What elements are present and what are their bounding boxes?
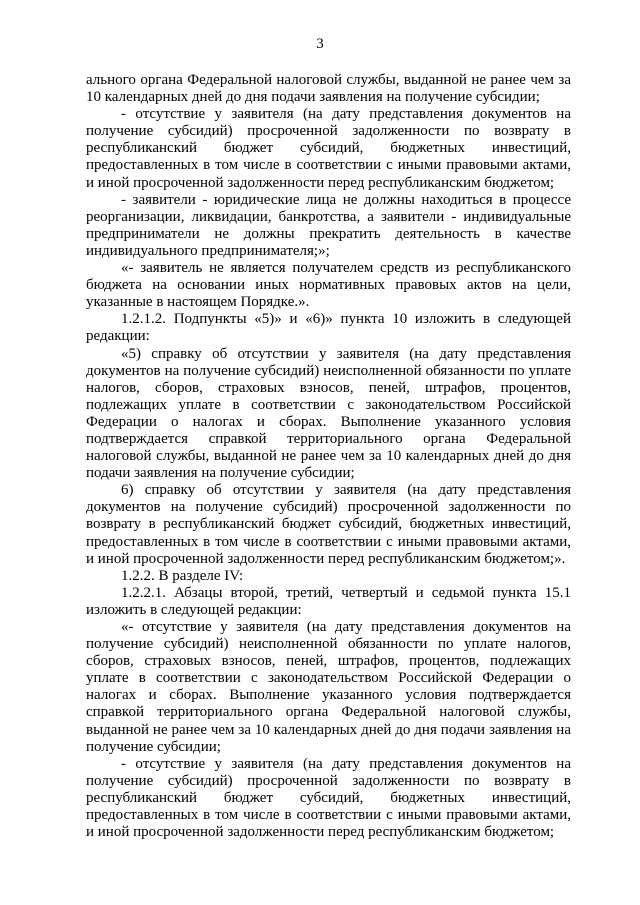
paragraph-8: 1.2.2. В разделе IV:	[121, 567, 244, 584]
paragraph-6: «5) справку об отсутствии у заявителя (на дату представления документов на получение субсидий) неисполненной обязанности по уплате налогов, сборов, страховых взносов, пеней, штрафов, процентов, подлежащих уплате в соответствии с законодательством Российской Федерации о налогах и сборах. Выполнение указанного условия подтверждается справкой территориального органа Федеральной налоговой службы, выданной не ранее чем за 10 календарных дней до дня подачи заявления на получение субсидии;	[86, 345, 571, 482]
page-number: 3	[316, 36, 324, 52]
paragraph-2: - отсутствие у заявителя (на дату представления документов на получение субсидий) просроченной задолженности по возврату в республиканский бюджет субсидий, бюджетных инвестиций, предоставленных в том числе в соответствии с иными правовыми актами, и иной просроченной задолженности перед республиканским бюджетом;	[86, 106, 571, 191]
paragraph-3: - заявители - юридические лица не должны находиться в процессе реорганизации, ликвидации, банкротства, а заявители - индивидуальные предприниматели не должны прекратить деятельность в качестве индивидуального предпринимателя;»;	[86, 191, 571, 259]
paragraph-4: «- заявитель не является получателем средств из республиканского бюджета на основании иных нормативных правовых актов на цели, указанные в настоящем Порядке.».	[86, 260, 571, 311]
document-body	[86, 72, 571, 841]
paragraph-11: - отсутствие у заявителя (на дату представления документов на получение субсидий) просроченной задолженности по возврату в республиканский бюджет субсидий, бюджетных инвестиций, предоставленных в том числе в соответствии с иными правовыми актами, и иной просроченной задолженности перед республиканским бюджетом;	[86, 755, 571, 841]
paragraph-9: 1.2.2.1. Абзацы второй, третий, четвертый и седьмой пункта 15.1 изложить в следующей редакции:	[86, 584, 571, 618]
paragraph-5: 1.2.1.2. Подпункты «5)» и «6)» пункта 10 изложить в следующей редакции:	[86, 311, 571, 345]
paragraph-10: «- отсутствие у заявителя (на дату представления документов на получение субсидий) неисполненной обязанности по уплате налогов, сборов, страховых взносов, пеней, штрафов, процентов, подлежащих уплате в соответствии с законодательством Российской Федерации о налогах и сборах. Выполнение указанного условия подтверждается справкой территориального органа Федеральной налоговой службы, выданной не ранее чем за 10 календарных дней до дня подачи заявления на получение субсидии;	[86, 619, 571, 755]
paragraph-7: 6) справку об отсутствии у заявителя (на дату представления документов на получение субсидий) просроченной задолженности по возврату в республиканский бюджет субсидий, бюджетных инвестиций, предоставленных в том числе в соответствии с иными правовыми актами, и иной просроченной задолженности перед республиканским бюджетом;».	[86, 482, 571, 567]
paragraph-1: ального органа Федеральной налоговой службы, выданной не ранее чем за 10 календарных дней до дня подачи заявления на получение субсидии;	[86, 72, 571, 106]
